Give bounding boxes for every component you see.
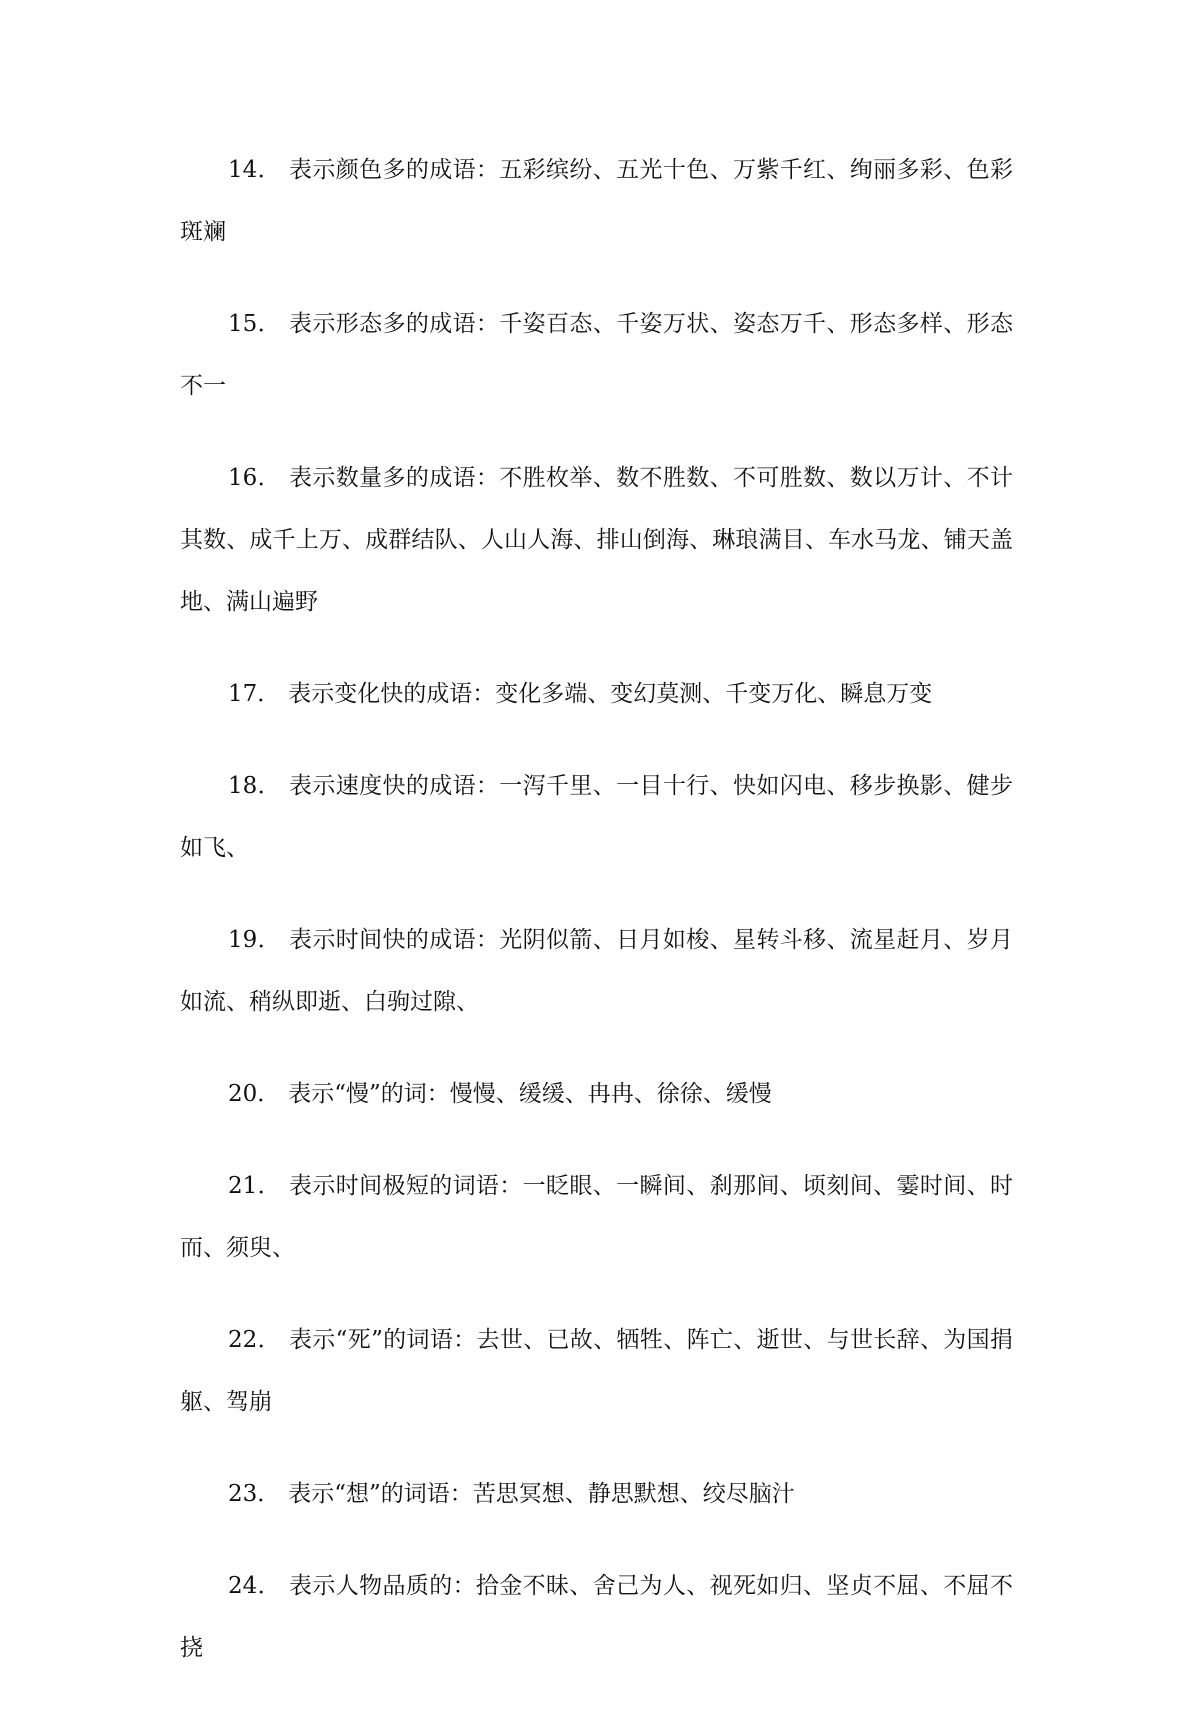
- list-item: [180, 139, 1013, 263]
- list-item: [180, 1063, 1013, 1125]
- list-item: [180, 1309, 1013, 1433]
- item-number: 16．: [228, 465, 281, 491]
- list-item: [180, 663, 1013, 725]
- item-number: 22．: [228, 1327, 281, 1353]
- list-item: [180, 447, 1013, 633]
- list-item: [180, 1155, 1013, 1279]
- item-number: 15．: [228, 311, 281, 337]
- item-text: 表示“死”的词语：去世、已故、牺牲、阵亡、逝世、与世长辞、为国捐躯、驾崩: [180, 1327, 1013, 1415]
- item-number: 19．: [228, 927, 281, 953]
- item-text: 表示时间极短的词语：一眨眼、一瞬间、刹那间、顷刻间、霎时间、时而、须臾、: [180, 1173, 1013, 1261]
- item-text: 表示“慢”的词：慢慢、缓缓、冉冉、徐徐、缓慢: [288, 1081, 772, 1107]
- list-item: [180, 293, 1013, 417]
- item-text: 表示“想”的词语：苦思冥想、静思默想、绞尽脑汁: [288, 1481, 795, 1507]
- item-number: 17．: [228, 681, 281, 707]
- list-item: [180, 909, 1013, 1033]
- list-item: [180, 755, 1013, 879]
- item-text: 表示变化快的成语：变化多端、变幻莫测、千变万化、瞬息万变: [288, 681, 933, 707]
- item-text: 表示速度快的成语：一泻千里、一目十行、快如闪电、移步换影、健步如飞、: [180, 773, 1013, 861]
- item-number: 21．: [228, 1173, 281, 1199]
- item-text: 表示形态多的成语：千姿百态、千姿万状、姿态万千、形态多样、形态不一: [180, 311, 1013, 399]
- item-number: 24．: [228, 1573, 281, 1599]
- item-text: 表示数量多的成语：不胜枚举、数不胜数、不可胜数、数以万计、不计其数、成千上万、成群结队、人山人海、排山倒海、琳琅满目、车水马龙、铺天盖地、满山遍野: [180, 465, 1013, 615]
- item-text: 表示颜色多的成语：五彩缤纷、五光十色、万紫千红、绚丽多彩、色彩斑斓: [180, 157, 1013, 245]
- item-number: 23．: [228, 1481, 281, 1507]
- item-text: 表示人物品质的：拾金不昧、舍己为人、视死如归、坚贞不屈、不屈不挠: [180, 1573, 1013, 1661]
- item-number: 20．: [228, 1081, 281, 1107]
- item-number: 18．: [228, 773, 281, 799]
- list-item: [180, 1463, 1013, 1525]
- item-text: 表示时间快的成语：光阴似箭、日月如梭、星转斗移、流星赶月、岁月如流、稍纵即逝、白驹过隙、: [180, 927, 1013, 1015]
- idiom-list: [180, 139, 1013, 1709]
- item-number: 14．: [228, 157, 281, 183]
- list-item: [180, 1555, 1013, 1679]
